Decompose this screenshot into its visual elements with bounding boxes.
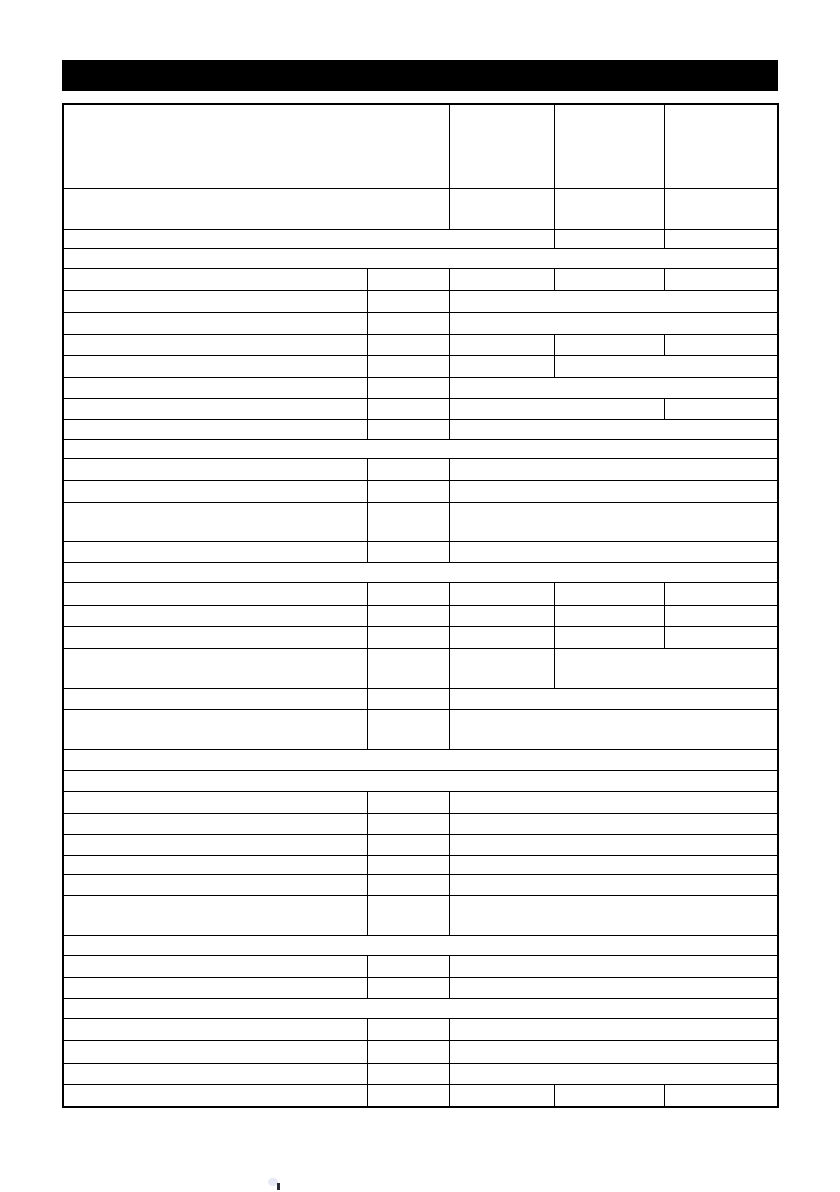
table-row: [64, 936, 777, 956]
table-cell: [64, 814, 368, 834]
table-cell: [450, 313, 777, 334]
table-cell: [450, 835, 777, 855]
header-bar: [62, 60, 778, 91]
table-row: [64, 440, 777, 459]
table-cell: [64, 689, 368, 709]
table-cell: [368, 378, 450, 398]
table-cell: [64, 420, 368, 439]
table-cell: [64, 999, 777, 1018]
table-cell: [64, 710, 368, 749]
table-row: [64, 356, 777, 378]
table-cell: [368, 481, 450, 502]
table-cell: [64, 459, 368, 480]
table-cell: [64, 335, 368, 355]
table-cell: [64, 936, 777, 955]
table-cell: [368, 1085, 450, 1106]
table-cell: [368, 1064, 450, 1084]
table-row: [64, 792, 777, 814]
table-cell: [555, 583, 665, 605]
table-cell: [555, 269, 665, 290]
table-cell: [368, 1019, 450, 1040]
table-cell: [450, 978, 777, 998]
table-cell: [450, 356, 555, 377]
table-cell: [450, 710, 777, 749]
table-cell: [450, 269, 555, 290]
table-cell: [64, 1064, 368, 1084]
table-cell: [64, 378, 368, 398]
table-row: [64, 335, 777, 356]
table-row: [64, 1064, 777, 1085]
table-cell: [368, 583, 450, 605]
table-cell: [64, 978, 368, 998]
table-cell: [450, 792, 777, 813]
table-row: [64, 649, 777, 689]
table-cell: [450, 814, 777, 834]
table-row: [64, 378, 777, 399]
table-cell: [450, 689, 777, 709]
table-row: [64, 710, 777, 750]
table-row: [64, 1019, 777, 1041]
table-cell: [450, 583, 555, 605]
table-row: [64, 1085, 777, 1106]
table-row: [64, 563, 777, 583]
table-row: [64, 503, 777, 542]
table-row: [64, 896, 777, 936]
table-row: [64, 105, 777, 189]
table-row: [64, 689, 777, 710]
table-cell: [64, 1041, 368, 1063]
table-cell: [64, 771, 777, 791]
table-cell: [665, 1085, 777, 1106]
table-cell: [64, 1085, 368, 1106]
table-cell: [450, 105, 555, 188]
table-cell: [368, 896, 450, 935]
table-row: [64, 814, 777, 835]
table-row: [64, 291, 777, 313]
table-cell: [450, 399, 665, 419]
table-cell: [450, 1041, 777, 1063]
table-cell: [368, 459, 450, 480]
table-cell: [368, 606, 450, 626]
table-cell: [64, 563, 777, 582]
table-cell: [450, 649, 555, 688]
table-row: [64, 856, 777, 875]
table-row: [64, 542, 777, 563]
table-row: [64, 1041, 777, 1064]
table-cell: [555, 356, 777, 377]
scan-artifact-tick: [277, 1183, 280, 1190]
table-cell: [64, 583, 368, 605]
table-cell: [555, 335, 665, 355]
table-cell: [64, 606, 368, 626]
table-cell: [368, 335, 450, 355]
table-row: [64, 750, 777, 771]
table-cell: [368, 503, 450, 541]
table-cell: [368, 689, 450, 709]
table-cell: [450, 606, 555, 626]
table-cell: [368, 420, 450, 439]
table-row: [64, 978, 777, 999]
table-cell: [368, 875, 450, 895]
table-row: [64, 771, 777, 792]
table-cell: [450, 956, 777, 977]
table-cell: [368, 1041, 450, 1063]
table-row: [64, 606, 777, 627]
table-cell: [368, 792, 450, 813]
table-cell: [450, 378, 777, 398]
table-cell: [368, 627, 450, 648]
table-cell: [555, 230, 665, 248]
table-cell: [665, 399, 777, 419]
table-cell: [555, 1085, 665, 1106]
table-cell: [450, 1064, 777, 1084]
table-cell: [450, 420, 777, 439]
table-row: [64, 420, 777, 440]
table-row: [64, 627, 777, 649]
table-cell: [64, 792, 368, 813]
table-cell: [64, 105, 450, 188]
table-cell: [64, 440, 777, 458]
table-cell: [64, 481, 368, 502]
table-cell: [450, 335, 555, 355]
table-cell: [368, 978, 450, 998]
table-cell: [64, 649, 368, 688]
table-cell: [64, 356, 368, 377]
table-cell: [555, 606, 665, 626]
table-cell: [665, 627, 777, 648]
table-cell: [665, 105, 777, 188]
table-cell: [64, 835, 368, 855]
table-cell: [64, 875, 368, 895]
table-row: [64, 956, 777, 978]
table-cell: [450, 189, 555, 229]
table-cell: [64, 313, 368, 334]
table-cell: [450, 481, 777, 502]
table-row: [64, 269, 777, 291]
table-cell: [64, 896, 368, 935]
table-cell: [64, 249, 777, 268]
table-cell: [450, 459, 777, 480]
table-cell: [450, 503, 777, 541]
table-cell: [555, 105, 665, 188]
table-cell: [368, 269, 450, 290]
table-cell: [64, 750, 777, 770]
table-row: [64, 583, 777, 606]
table-cell: [665, 269, 777, 290]
table-cell: [450, 856, 777, 874]
table-cell: [450, 896, 777, 935]
table-cell: [64, 230, 555, 248]
table-cell: [64, 399, 368, 419]
table-cell: [64, 503, 368, 541]
table-row: [64, 481, 777, 503]
table-cell: [450, 875, 777, 895]
table-cell: [368, 710, 450, 749]
table-cell: [368, 649, 450, 688]
table-row: [64, 999, 777, 1019]
table-cell: [665, 606, 777, 626]
table-cell: [64, 291, 368, 312]
table-cell: [665, 335, 777, 355]
table-cell: [450, 627, 555, 648]
table-cell: [368, 291, 450, 312]
table-cell: [368, 856, 450, 874]
table-cell: [368, 399, 450, 419]
table-cell: [368, 356, 450, 377]
table-cell: [665, 230, 777, 248]
table-row: [64, 189, 777, 230]
table-cell: [555, 627, 665, 648]
table-row: [64, 230, 777, 249]
table-cell: [665, 189, 777, 229]
table-cell: [64, 542, 368, 562]
spec-table: [62, 103, 779, 1108]
table-cell: [64, 627, 368, 648]
table-cell: [64, 1019, 368, 1040]
table-cell: [64, 269, 368, 290]
table-cell: [368, 956, 450, 977]
table-cell: [555, 649, 777, 688]
table-cell: [450, 1085, 555, 1106]
table-row: [64, 459, 777, 481]
table-cell: [450, 542, 777, 562]
table-cell: [368, 313, 450, 334]
table-cell: [450, 291, 777, 312]
table-row: [64, 875, 777, 896]
table-cell: [665, 583, 777, 605]
table-row: [64, 835, 777, 856]
table-cell: [64, 189, 450, 229]
table-row: [64, 249, 777, 269]
table-row: [64, 313, 777, 335]
table-cell: [555, 189, 665, 229]
table-cell: [64, 856, 368, 874]
table-cell: [64, 956, 368, 977]
table-cell: [368, 814, 450, 834]
table-cell: [450, 1019, 777, 1040]
table-row: [64, 399, 777, 420]
table-cell: [368, 542, 450, 562]
table-cell: [368, 835, 450, 855]
